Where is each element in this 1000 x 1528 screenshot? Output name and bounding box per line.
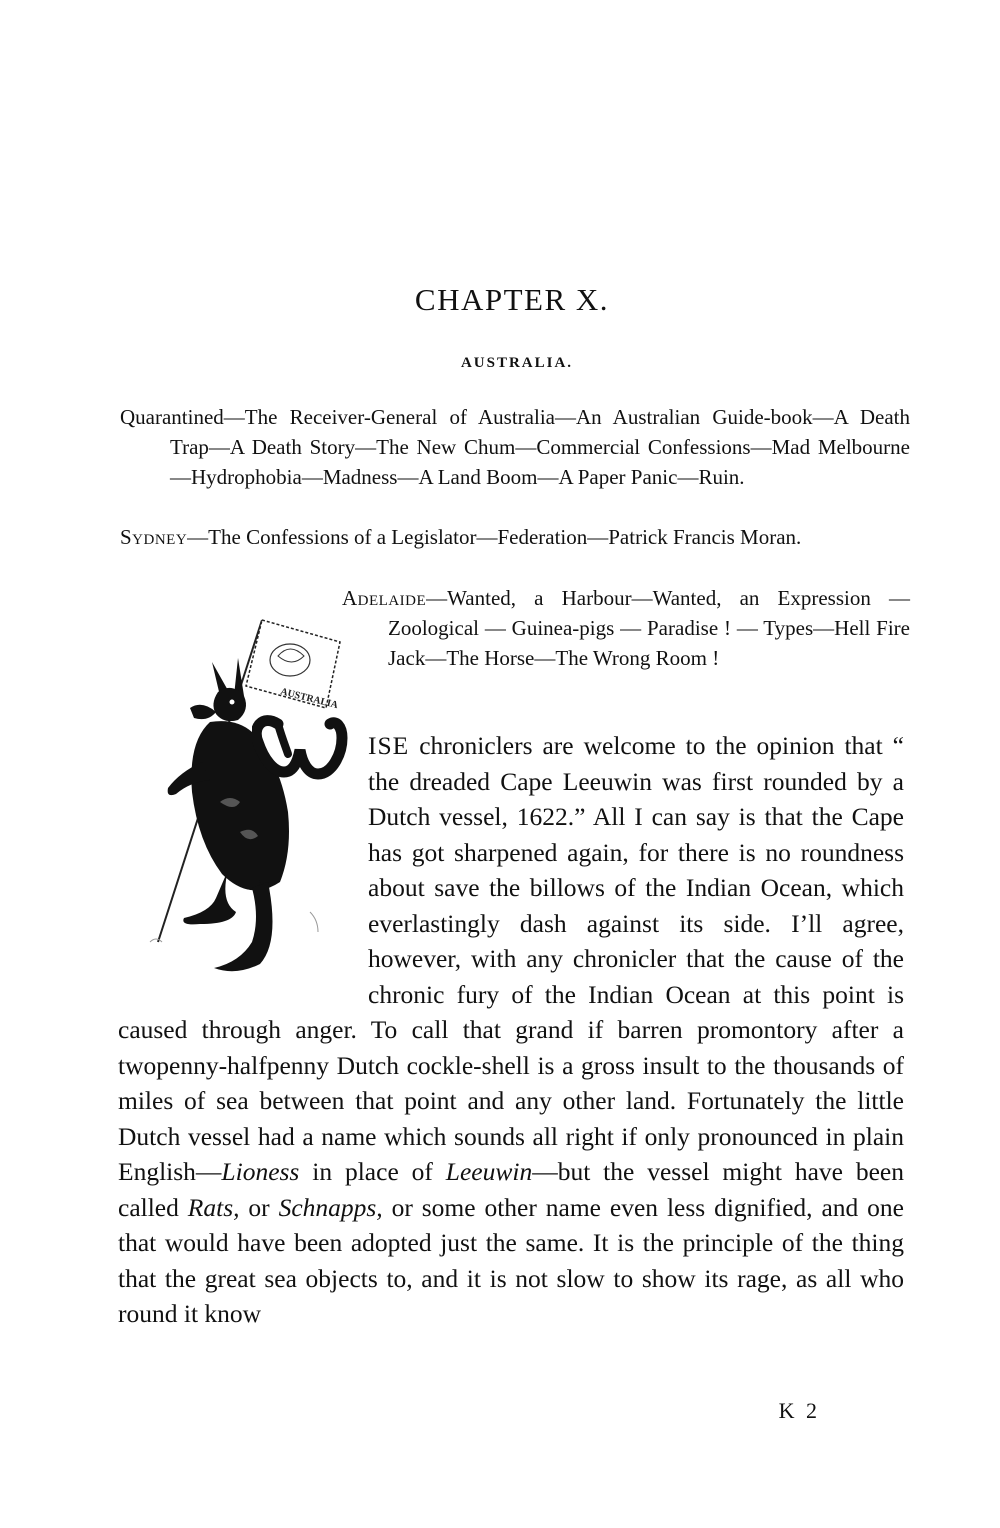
text-run: or	[239, 1192, 279, 1222]
place-name: Adelaide	[342, 586, 427, 610]
italic-run: Rats,	[187, 1192, 240, 1222]
text-run: in place of	[299, 1157, 446, 1186]
italic-run: Leeuwin	[445, 1157, 533, 1186]
drop-cap-rest: ISE	[368, 731, 410, 760]
italic-run: Schnapps,	[278, 1192, 383, 1222]
italic-run: Lioness	[221, 1157, 300, 1186]
section-title: AUSTRALIA.	[460, 355, 574, 371]
flag-text: AUSTRALIA	[279, 686, 340, 712]
text-run: or some other name even less dignified, and one that would have been adopted just the same. It is the principle of the thing that the great sea objects to, and it is not slow to show its rage, as all who round it know	[118, 1192, 904, 1328]
chapter-synopsis-adelaide	[342, 583, 910, 673]
text-run: —but the vessel might have been called	[118, 1157, 904, 1222]
synopsis-sydney	[120, 522, 910, 552]
synopsis-text: Quarantined—The Receiver-General of Australia—An Australian Guide-book—A Death Trap—A Death Story—The New Chum—Commercial Confessions—Mad Melbourne—Hydrophobia—Madness—A Land Boom—A Paper Panic—Ruin.	[120, 405, 910, 489]
body-text	[118, 728, 904, 1332]
illustration-space	[118, 728, 368, 1012]
page-signature: K 2	[778, 1398, 820, 1423]
synopsis-text: —Wanted, a Harbour—Wanted, an Expression — Zoological — Guinea-pigs — Paradise ! — Types—Hell Fire Jack—The Horse—The Wrong Room !	[388, 586, 910, 670]
chapter-title: CHAPTER X.	[414, 282, 610, 317]
synopsis-text: —The Confessions of a Legislator—Federation—Patrick Francis Moran.	[187, 525, 802, 549]
synopsis-adelaide	[342, 583, 910, 673]
place-name: Sydney	[120, 525, 188, 549]
chapter-synopsis-1	[120, 402, 910, 492]
chapter-synopsis-sydney	[120, 522, 910, 552]
text-run: chroniclers are welcome to the opinion that “ the dreaded Cape Leeuwin was first rounded by a Dutch vessel, 1622.” All I can say is that the Cape has got sharpened again, for there is no roundness about save the billows of the Indian Ocean, which everlastingly dash against its side. I’ll agree, however, with any chronicler that the cause of the chronic fury of the Indian Ocean at this point is caused through anger. To call that grand if barren promontory after a twopenny-halfpenny Dutch cockle-shell is a gross insult to the thousands of miles of sea between that point and any other land. Fortunately the little Dutch vessel had a name which sounds all right if only pronounced in plain English—	[118, 731, 904, 1186]
